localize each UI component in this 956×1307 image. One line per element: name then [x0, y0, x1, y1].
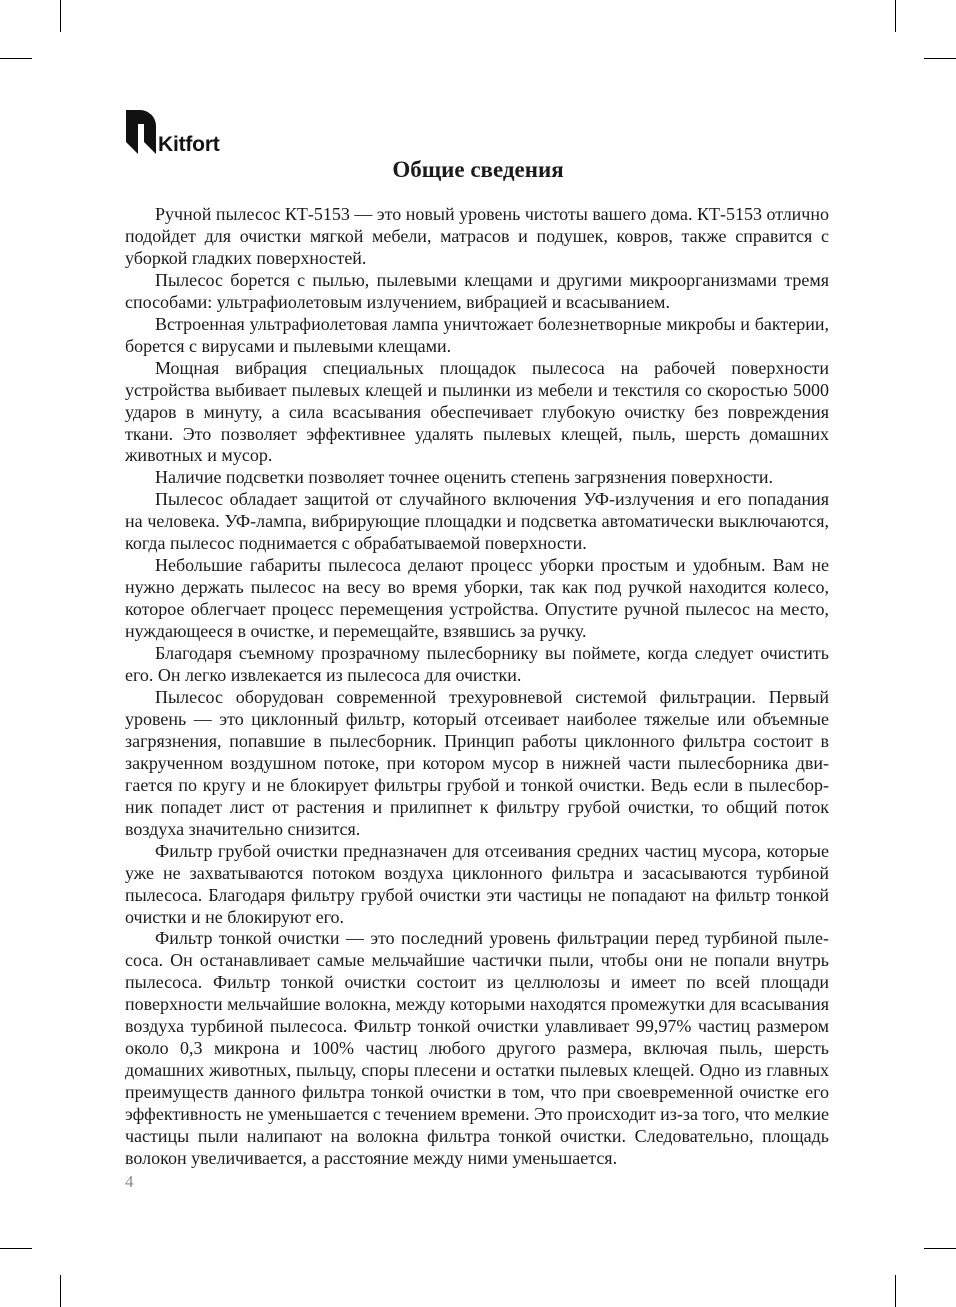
brand-logo [126, 110, 220, 154]
crop-mark-top-left [60, 0, 61, 32]
paragraph: Ручной пылесос КТ-5153 — это новый уровень чистоты вашего дома. КТ-5153 отлично подойдет для очистки мягкой мебели, матрасов и подушек, ковров, также справится с уборкой гладких поверхностей. [125, 204, 829, 268]
paragraph: Мощная вибрация специальных площадок пылесоса на рабочей поверхности устройства выбивает пылевых клещей и пылинки из мебели и текстиля со скоростью 5000 ударов в минуту, а сила всасывания обеспечивает глубокую очистку без повреждения ткани. Это позволяет эффективнее удалять пылевых клещей, пыль, шерсть домашних животных и мусор. [125, 357, 829, 466]
paragraph: Пылесос борется с пылью, пылевыми клещами и другими микроорганизмами тремя способами: ультрафиолетовым излучением, вибрацией и всасыванием. [125, 269, 829, 312]
paragraph: Фильтр грубой очистки предназначен для отсеивания средних частиц мусора, которые уже не захватываются потоком воздуха циклонного фильтра и засасываются турбиной пылесоса. Благодаря фильтру грубой очистки эти частицы не попадают на фильтр тонкой очистки и не блокируют его. [125, 840, 829, 927]
page-number: 4 [125, 1172, 134, 1191]
crop-mark-top-right-h [924, 58, 956, 59]
paragraph: Наличие подсветки позволяет точнее оценить степень загрязнения поверхности. [155, 467, 774, 488]
document-body [125, 204, 829, 1170]
crop-mark-top-right [895, 0, 896, 32]
crop-mark-top-left-h [0, 58, 32, 59]
brand-name: Kitfort [158, 133, 220, 156]
kitfort-logo-icon [126, 110, 156, 154]
page-title: Общие сведения [392, 157, 564, 182]
paragraph: Пылесос обладает защитой от случайного включения УФ-излучения и его попадания на человека. УФ-лампа, вибрирующие площадки и подсветка автоматически выключаются, когда пылесос поднимается с обрабатываемой поверхности. [125, 489, 829, 554]
paragraph: Благодаря съемному прозрачному пылесборнику вы поймете, когда следует очистить его. Он легко извлекается из пылесоса для очистки. [125, 643, 829, 686]
paragraph: Пылесос оборудован современной трехуровневой системой фильтрации. Первый уровень — это циклонный фильтр, который отсеивает наиболее тяжелые или объемные загрязнения, попавшие в пылесборник. Принцип работы циклонного фильтра состоит в закрученном воздушном потоке, при котором мусор в нижней части пылесборника двигается по кругу и не блокирует фильтры грубой и тонкой очистки. Ведь если в пылесборник попадет лист от растения и прилипнет к фильтру грубой очистки, то общий поток воздуха значительно снизится. [125, 686, 829, 839]
paragraph: Небольшие габариты пылесоса делают процесс уборки простым и удобным. Вам не нужно держать пылесос на весу во время уборки, так как под ручкой находится колесо, которое облегчает процесс перемещения устройства. Опустите ручной пылесос на место, нуждающееся в очистке, и перемещайте, взявшись за ручку. [125, 555, 829, 642]
crop-mark-bottom-left [60, 1275, 61, 1307]
crop-mark-bottom-right [895, 1275, 896, 1307]
crop-mark-bottom-right-h [924, 1248, 956, 1249]
paragraph: Встроенная ультрафиолетовая лампа уничтожает болезнетворные микробы и бактерии, борется с вирусами и пылевыми клещами. [125, 313, 829, 356]
crop-mark-bottom-left-h [0, 1248, 32, 1249]
paragraph: Фильтр тонкой очистки — это последний уровень фильтрации перед турбиной пылесоса. Он останавливает самые мельчайшие частички пыли, чтобы они не попали внутрь пылесоса. Фильтр тонкой очистки состоит из целлюлозы и имеет по всей площади поверхности мельчайшие волокна, между которыми находятся промежутки для всасывания воздуха турбиной пылесоса. Фильтр тонкой очистки улавливает 99,97% частиц размером около 0,3 микрона и 100% частиц любого другого размера, включая пыль, шерсть домашних животных, пыльцу, споры плесени и остатки пылевых клещей. Одно из главных преимуществ данного фильтра тонкой очистки в том, что при своевременной очистке его эффективность не уменьшается с течением времени. Это происходит из-за того, что мелкие частицы пыли налипают на волокна фильтра тонкой очистки. Следовательно, площадь волокон увеличивается, а расстояние между ними уменьшается. [125, 928, 829, 1168]
